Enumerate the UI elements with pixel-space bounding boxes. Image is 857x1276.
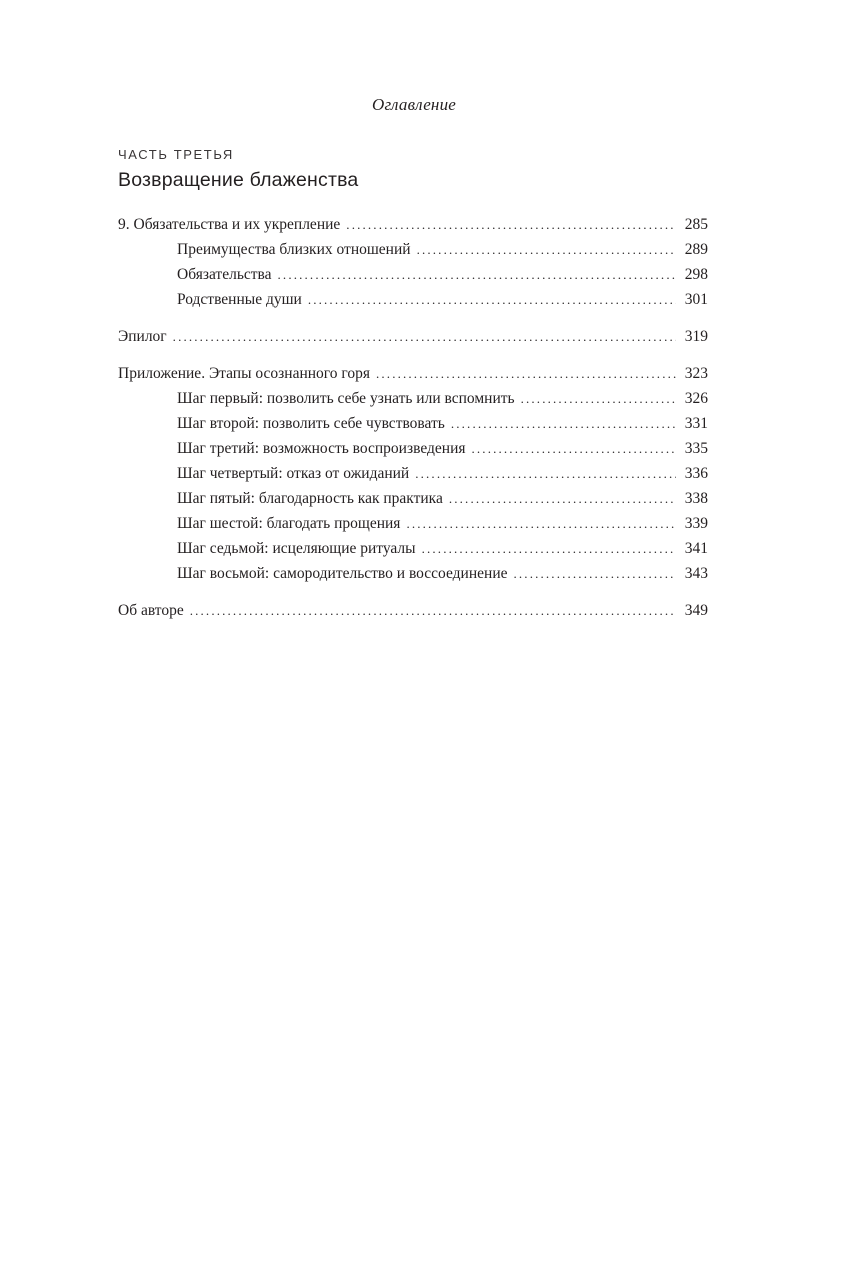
toc-entry-page: 301 — [684, 291, 708, 308]
toc-entry-title: Шаг седьмой: исцеляющие ритуалы — [177, 540, 416, 557]
toc-entry-page: 289 — [684, 241, 708, 258]
dot-leader — [472, 436, 677, 461]
dot-leader — [173, 324, 676, 349]
dot-leader — [406, 511, 676, 536]
toc-subentry[interactable] — [118, 386, 708, 411]
toc-entry-page: 338 — [684, 490, 708, 507]
toc-entry-page: 298 — [684, 266, 708, 283]
toc-entry-title: Преимущества близких отношений — [177, 241, 411, 258]
running-head: Оглавление — [371, 95, 457, 114]
toc-entry-page: 335 — [684, 440, 708, 457]
dot-leader — [415, 461, 676, 486]
dot-leader — [449, 486, 676, 511]
toc-subentry[interactable] — [118, 486, 708, 511]
toc-entry-page: 339 — [684, 515, 708, 532]
toc-entry-chapter-9[interactable] — [118, 212, 708, 237]
dot-leader — [278, 262, 676, 287]
part-title: Возвращение блаженства — [118, 169, 359, 191]
dot-leader — [422, 536, 676, 561]
toc-entry-page: 285 — [684, 216, 708, 233]
toc-entry-about-author[interactable] — [118, 598, 708, 623]
toc-entry-title: Шаг пятый: благодарность как практика — [177, 490, 443, 507]
toc-entry-title: Приложение. Этапы осознанного горя — [118, 365, 370, 382]
dot-leader — [376, 361, 676, 386]
toc-entry-title: Шаг шестой: благодать прощения — [177, 515, 401, 532]
dot-leader — [417, 237, 676, 262]
toc-subentry[interactable] — [118, 436, 708, 461]
dot-leader — [346, 212, 676, 237]
toc-entry-title: Шаг восьмой: самородительство и воссоединение — [177, 565, 508, 582]
dot-leader — [308, 287, 676, 312]
toc-entry-title: Шаг четвертый: отказ от ожиданий — [177, 465, 410, 482]
toc-entry-epilogue[interactable] — [118, 324, 708, 349]
toc-entry-title: Обязательства — [177, 266, 272, 283]
toc-entry-title: Об авторе — [118, 602, 184, 619]
toc-entry-page: 319 — [684, 328, 708, 345]
table-of-contents — [118, 212, 708, 623]
toc-entry-page: 343 — [684, 565, 708, 582]
toc-subentry[interactable] — [118, 262, 708, 287]
toc-entry-appendix[interactable] — [118, 361, 708, 386]
toc-subentry[interactable] — [118, 561, 708, 586]
toc-entry-page: 349 — [684, 602, 708, 619]
toc-entry-title: Шаг первый: позволить себе узнать или вспомнить — [177, 390, 515, 407]
toc-entry-page: 323 — [684, 365, 708, 382]
toc-entry-title: 9. Обязательства и их укрепление — [118, 216, 341, 233]
toc-entry-page: 331 — [684, 415, 708, 432]
part-label: ЧАСТЬ ТРЕТЬЯ — [118, 147, 234, 162]
toc-entry-page: 341 — [684, 540, 708, 557]
toc-subentry[interactable] — [118, 536, 708, 561]
toc-subentry[interactable] — [118, 511, 708, 536]
toc-entry-title: Эпилог — [118, 328, 167, 345]
dot-leader — [514, 561, 677, 586]
toc-entry-title: Шаг третий: возможность воспроизведения — [177, 440, 466, 457]
toc-entry-page: 336 — [684, 465, 708, 482]
toc-subentry[interactable] — [118, 287, 708, 312]
toc-entry-page: 326 — [684, 390, 708, 407]
dot-leader — [451, 411, 676, 436]
toc-entry-title: Шаг второй: позволить себе чувствовать — [177, 415, 445, 432]
toc-subentry[interactable] — [118, 411, 708, 436]
dot-leader — [521, 386, 676, 411]
toc-entry-title: Родственные души — [177, 291, 302, 308]
toc-subentry[interactable] — [118, 461, 708, 486]
dot-leader — [190, 598, 676, 623]
toc-subentry[interactable] — [118, 237, 708, 262]
